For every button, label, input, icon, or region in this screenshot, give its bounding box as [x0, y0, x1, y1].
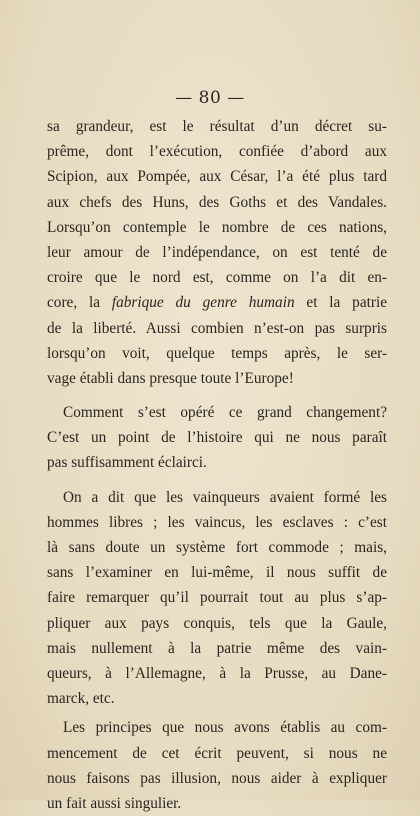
paragraph-4: [47, 715, 387, 816]
text-line-with-italic: [47, 290, 387, 315]
text-line: pliquer aux pays conquis, tels que la Gaule,: [47, 614, 387, 632]
paragraph-2: [47, 400, 387, 476]
text-line: là sans doute un système fort commode ; mais,: [47, 539, 387, 556]
text-line: prême, dont l’exécution, confiée d’abord aux: [47, 143, 387, 161]
text-line: Scipion, aux Pompée, aux César, l’a été plus tard: [47, 168, 387, 186]
text-line: hommes libres ; les vaincus, les esclaves : c’est: [47, 513, 387, 531]
text-segment: et la patrie: [294, 294, 387, 312]
text-line: queurs, à l’Allemagne, à la Prusse, au Dane-: [47, 664, 387, 682]
paragraph-3: [47, 485, 387, 712]
italic-phrase: fabrique du genre humain: [111, 294, 295, 312]
text-line: C’est un point de l’histoire qui ne nous paraît: [47, 429, 387, 447]
paragraph-gap: [47, 391, 387, 400]
text-line: de la liberté. Aussi combien n’est-on pas surpris: [47, 319, 387, 337]
text-line: croire que le nord est, comme on l’a dit en-: [47, 269, 387, 287]
text-line: vage établi dans presque toute l’Europe!: [47, 369, 294, 387]
text-line: pas suffisamment éclairci.: [47, 454, 207, 472]
text-line: marck, etc.: [47, 690, 115, 708]
paragraph-gap: [47, 476, 387, 485]
text-line: Comment s’est opéré ce grand changement?: [63, 404, 387, 422]
text-line: mencement de cet écrit peuvent, si nous ne: [47, 744, 387, 762]
paragraph-1: [47, 114, 387, 391]
text-line: Lorsqu’on contemple le nombre de ces nations,: [47, 218, 387, 236]
page-number: — 80 —: [175, 88, 245, 108]
text-line: lorsqu’on voit, quelque temps après, le ser-: [47, 344, 387, 362]
page-body: [47, 114, 387, 816]
text-line: faire remarquer qu’il pourrait tout au plus s’ap-: [47, 589, 387, 607]
text-line: sans l’examiner en lui-même, il nous suffit de: [47, 564, 387, 582]
text-line: mais nullement à la patrie même des vain-: [47, 639, 387, 657]
text-line: nous faisons pas illusion, nous aider à expliquer: [47, 769, 387, 787]
text-line: aux chefs des Huns, des Goths et des Vandales.: [47, 193, 387, 211]
text-line: Les principes que nous avons établis au com-: [63, 719, 387, 737]
text-line: leur amour de l’indépendance, on est tenté de: [47, 243, 387, 261]
text-line: On a dit que les vainqueurs avaient formé les: [63, 488, 387, 506]
text-line: un fait aussi singulier.: [47, 794, 182, 812]
text-segment: core, la: [47, 294, 112, 312]
text-line: sa grandeur, est le résultat d’un décret su-: [47, 118, 387, 135]
